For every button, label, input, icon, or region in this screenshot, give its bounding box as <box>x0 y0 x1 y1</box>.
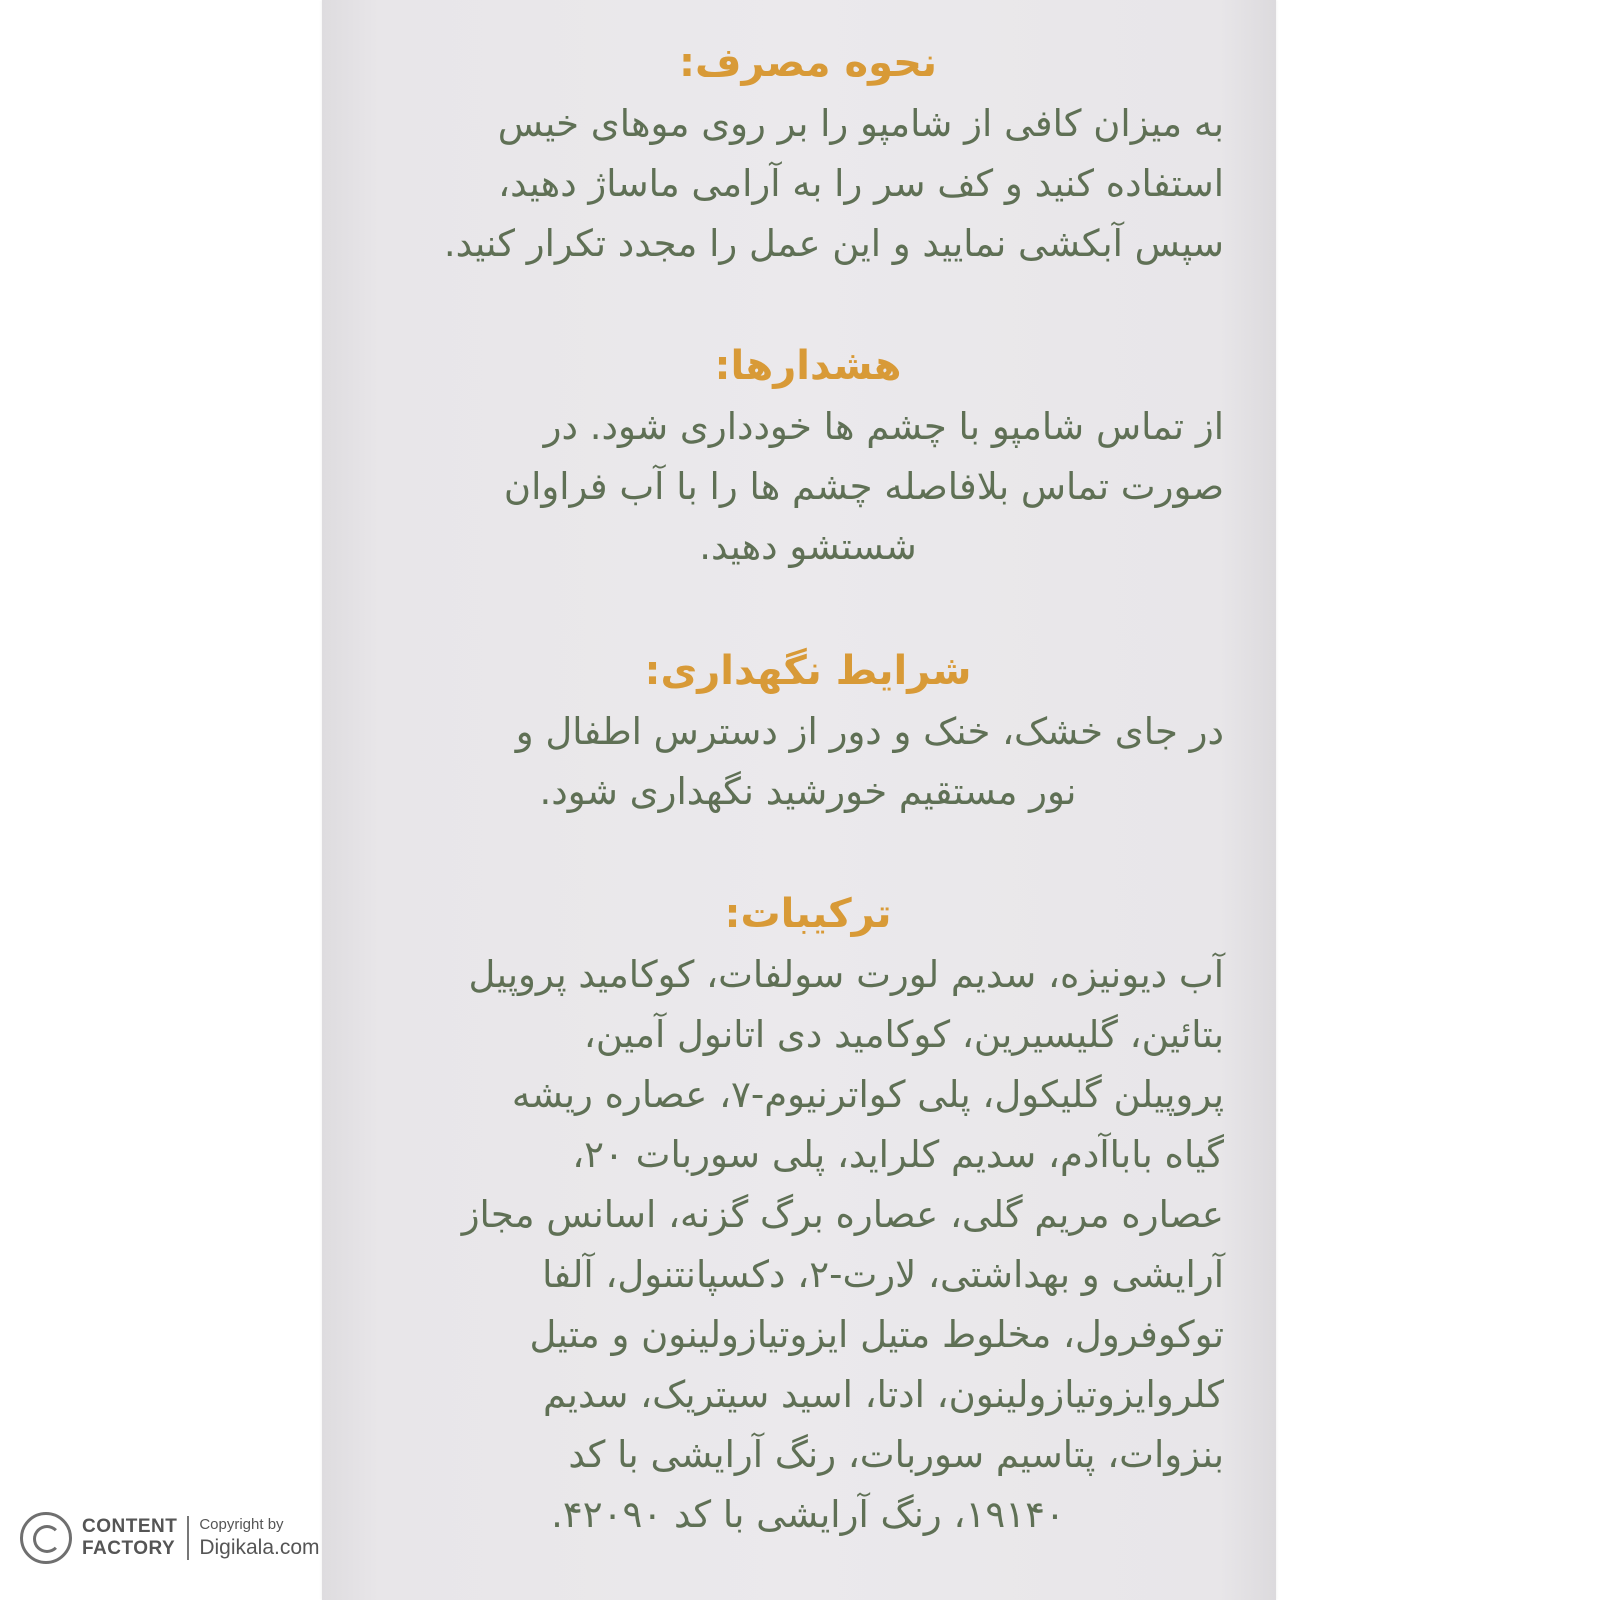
ingredients-line: بتائین، گلیسیرین، کوکامید دی اتانول آمین، <box>583 1013 1224 1056</box>
ingredients-line: پروپیلن گلیکول، پلی کواترنیوم-۷، عصاره ریشه <box>511 1073 1224 1116</box>
storage-line: در جای خشک، خنک و دور از دسترس اطفال و <box>515 710 1224 753</box>
copyright-site: Digikala.com <box>199 1536 320 1559</box>
usage-line: به میزان کافی از شامپو را بر روی موهای خیس <box>497 102 1224 145</box>
brand-line-1: CONTENT <box>82 1516 178 1537</box>
ingredients-heading: ترکیبات: <box>724 891 892 937</box>
storage-section <box>392 646 1224 822</box>
usage-text <box>392 94 1224 274</box>
ingredients-line: آرایشی و بهداشتی، لارت-۲، دکسپانتنول، آلفا <box>542 1253 1224 1296</box>
watermark-brand <box>82 1516 177 1560</box>
usage-section <box>392 38 1224 274</box>
brand-line-2: FACTORY <box>82 1538 176 1559</box>
usage-heading: نحوه مصرف: <box>679 40 937 86</box>
ingredients-text <box>392 945 1224 1545</box>
warnings-heading: هشدارها: <box>714 343 902 389</box>
ingredients-line: گیاه باباآدم، سدیم کلراید، پلی سوربات ۲۰، <box>572 1133 1224 1176</box>
content-factory-logo-icon <box>20 1512 72 1564</box>
storage-heading: شرایط نگهداری: <box>644 648 972 694</box>
ingredients-line: بنزوات، پتاسیم سوربات، رنگ آرایشی با کد <box>568 1433 1224 1476</box>
storage-line: نور مستقیم خورشید نگهداری شود. <box>539 770 1077 813</box>
warnings-section <box>392 341 1224 577</box>
warnings-line: از تماس شامپو با چشم ها خودداری شود. در <box>543 405 1224 448</box>
usage-line: سپس آبکشی نمایید و این عمل را مجدد تکرار کنید. <box>443 222 1224 265</box>
warnings-line: شستشو دهید. <box>699 525 917 568</box>
ingredients-line: کلروایزوتیازولینون، ادتا، اسید سیتریک، سدیم <box>543 1373 1224 1416</box>
copyright-label: Copyright by <box>199 1516 284 1533</box>
ingredients-line: توکوفرول، مخلوط متیل ایزوتیازولینون و متیل <box>529 1313 1224 1356</box>
ingredients-line: ۱۹۱۴۰، رنگ آرایشی با کد ۴۲۰۹۰. <box>551 1493 1065 1536</box>
usage-line: استفاده کنید و کف سر را به آرامی ماساژ دهید، <box>498 162 1224 205</box>
watermark-copyright <box>199 1515 319 1561</box>
warnings-text <box>392 397 1224 577</box>
ingredients-line: آب دیونیزه، سدیم لورت سولفات، کوکامید پروپیل <box>468 953 1224 996</box>
watermark-divider <box>187 1516 189 1560</box>
warnings-line: صورت تماس بلافاصله چشم ها را با آب فراوان <box>503 465 1224 508</box>
storage-text <box>392 702 1224 822</box>
ingredients-line: عصاره مریم گلی، عصاره برگ گزنه، اسانس مجاز <box>461 1193 1224 1236</box>
ingredients-section <box>392 889 1224 1545</box>
content-factory-watermark <box>20 1502 320 1574</box>
